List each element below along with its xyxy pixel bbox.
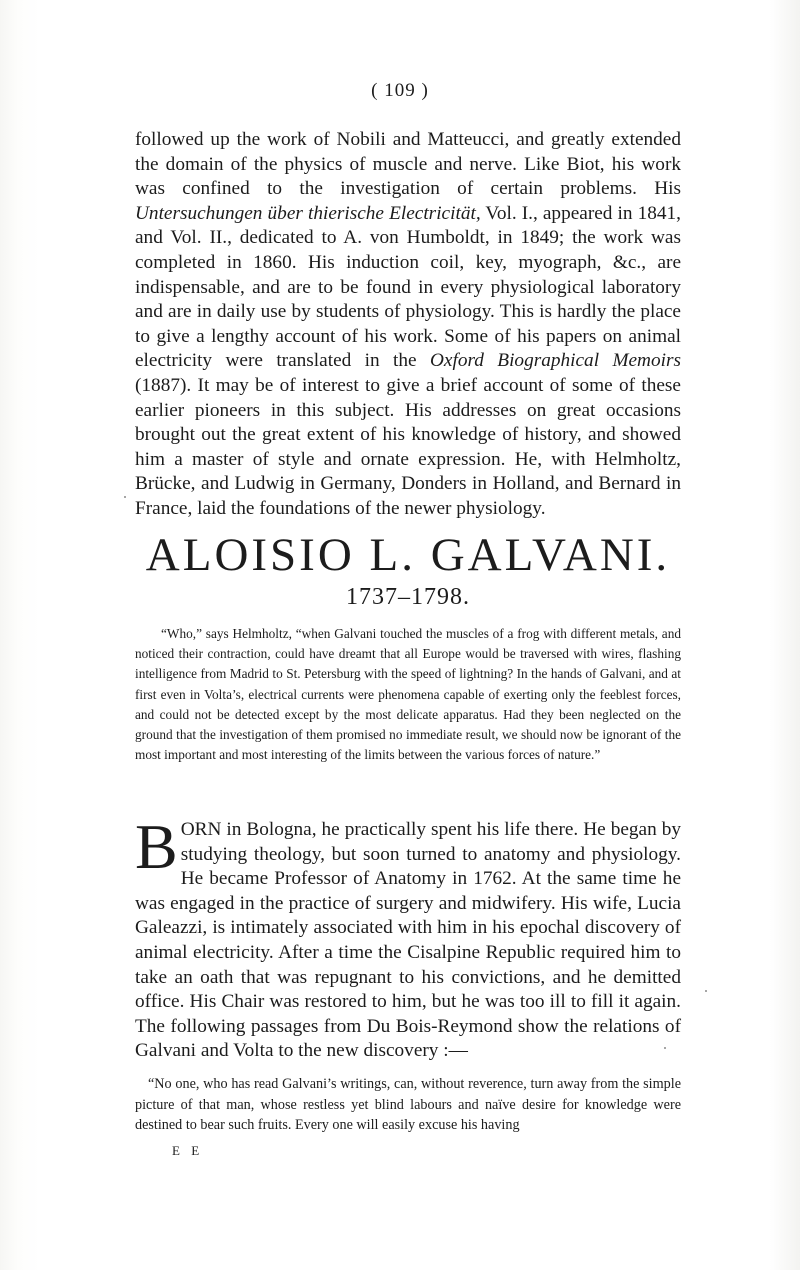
page-number: ( 109 ) — [371, 80, 429, 101]
print-speck — [664, 1047, 666, 1049]
intro-italic-title-1: Untersuchungen über thierische Electricität, — [135, 202, 481, 224]
chapter-dates: 1737–1798. — [346, 584, 470, 610]
epigraph-quote: “Who,” says Helmholtz, “when Galvani touched the muscles of a frog with different metals, and noticed their contraction, could have dreamt that all Europe would be traversed with wires, flashing intelligence from Madrid to St. Petersburg with the speed of lightning? In the hands of Galvani, and at first even in Volta’s, electrical currents were phenomena capable of exerting only the feeblest forces, and could not be detected except by the most delicate apparatus. Had they been neglected on the ground that the investigation of them promised no immediate result, we should now be ignorant of the most important and most interesting of the limits between the various forces of nature.” — [135, 626, 681, 763]
main-paragraph — [135, 811, 681, 1064]
print-speck — [705, 990, 707, 992]
drop-cap-letter: B — [135, 811, 178, 882]
intro-text-1: followed up the work of Nobili and Matteucci, and greatly extended the domain of the physics of muscle and nerve. Like Biot, his work was confined to the investigation of certain problems. His — [135, 129, 681, 200]
intro-text-2: Vol. I., appeared in 1841, and Vol. II., dedicated to A. von Humboldt, in 1849; the work was completed in 1860. His induction coil, key, myograph, &c., are indispensable, and are to be found in every physiological laboratory and are in daily use by students of physiology. This is hardly the place to give a lengthy account of his work. Some of his papers on animal electricity were translated in the — [135, 202, 681, 372]
intro-paragraph — [135, 128, 681, 522]
chapter-title: ALOISIO L. GALVANI. — [145, 529, 671, 581]
signature-mark: E E — [172, 1143, 204, 1158]
intro-text-3: (1887). It may be of interest to give a brief account of some of these earlier pioneers in this subject. His addresses on great occasions brought out the great extent of his knowledge of history, and showed him a master of style and ornate expression. He, with Helmholtz, Brücke, and Ludwig in Germany, Donders in Holland, and Bernard in France, laid the foundations of the newer physiology. — [135, 374, 681, 519]
intro-italic-title-2: Oxford Biographical Memoirs — [430, 350, 681, 372]
closing-quote: “No one, who has read Galvani’s writings, can, without reverence, turn away from the simple picture of that man, whose restless yet blind labours and naïve desire for knowledge were destined to bear such fruits. Every one will easily excuse his having — [135, 1076, 681, 1133]
main-paragraph-text: ORN in Bologna, he practically spent his life there. He began by studying theology, but soon turned to anatomy and physiology. He became Professor of Anatomy in 1762. At the same time he was engaged in the practice of surgery and midwifery. His wife, Lucia Galeazzi, is intimately associated with him in his epochal discovery of animal electricity. After a time the Cisalpine Republic required him to take an oath that was repugnant to his convictions, and he demitted office. His Chair was restored to him, but he was too ill to fill it again. The following passages from Du Bois-Reymond show the relations of Galvani and Volta to the new discovery :— — [135, 819, 681, 1062]
print-speck — [124, 496, 126, 498]
